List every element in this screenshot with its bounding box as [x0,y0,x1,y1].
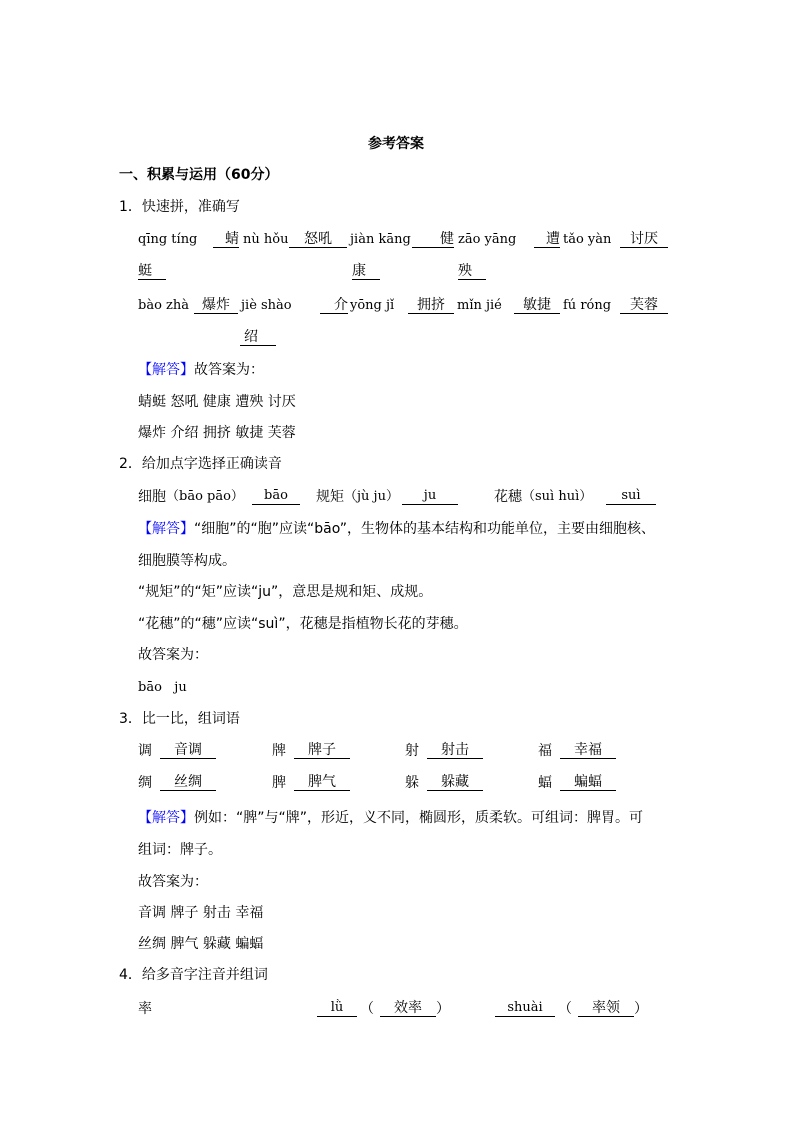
q1-answer-line-1: 蜻蜓 怒吼 健康 遭殃 讨厌 [138,394,296,410]
question-2-heading: 2．给加点字选择正确读音 [119,456,282,472]
pinyin: jiè shào [241,298,292,313]
pinyin: nù hǒu [243,232,289,247]
q2-word: 花穗 [494,489,522,505]
q2-final-answer: bāo ju [138,680,187,695]
answer-blank: 蜻 [213,231,239,248]
answer-blank: 射击 [427,742,483,759]
pinyin: yōng jǐ [350,298,395,313]
answer-blank: 芙蓉 [620,297,668,314]
q2-solution-line-1 [138,521,655,537]
word-blank: 效率 [380,1000,436,1017]
q3-char: 射 [405,743,419,759]
q1-answer-line-2: 爆炸 介绍 拥挤 敏捷 芙蓉 [138,425,296,441]
q3-char: 躲 [405,775,419,791]
q3-char: 脾 [272,775,286,791]
pinyin: zāo yāng [458,232,517,247]
paren-open: （ [558,1001,572,1017]
q3-char: 牌 [272,743,286,759]
q1-solution [138,362,264,378]
jieda-tag: 【解答】 [138,521,194,537]
pinyin: bào zhà [138,298,190,313]
answer-blank: 怒吼 [289,231,347,248]
answer-blank: 蝙蝠 [560,774,616,791]
q4-char: 率 [138,1001,152,1017]
pinyin: fú róng [563,298,612,313]
q2-word: 规矩 [316,489,344,505]
answer-blank: 健 [412,231,454,248]
paren-open: （ [360,1001,374,1017]
pinyin: tǎo yàn [563,232,612,247]
q3-final-line-1: 音调 牌子 射击 幸福 [138,905,264,921]
answer-blank: 牌子 [294,742,350,759]
page-title: 参考答案 [368,136,424,152]
q3-char: 绸 [138,775,152,791]
answer-blank: 介 [320,297,348,314]
q2-conclusion: 故答案为： [138,647,208,663]
q2-word: 细胞 [138,489,166,505]
word-blank: 率领 [578,1000,634,1017]
answer-blank: 脾气 [294,774,350,791]
q3-char: 蝠 [538,775,552,791]
jieda-tag: 【解答】 [138,362,194,378]
answer-blank: 丝绸 [160,774,216,791]
question-4-heading: 4．给多音字注音并组词 [119,967,268,983]
pinyin-blank: shuài [495,1000,555,1017]
answer-blank: 拥挤 [408,297,454,314]
pinyin: jiàn kāng [350,232,411,247]
q2-options: （bāo pāo） [166,489,244,504]
pinyin-blank: lǜ [317,1000,357,1017]
answer-blank: 绍 [240,329,276,346]
answer-blank: 殃 [458,263,486,280]
q2-explanation-2: “规矩”的“矩”应读“ju”，意思是规和矩、成规。 [138,584,433,600]
paren-close: ） [634,1001,648,1017]
q2-options: （jù ju） [344,489,399,504]
q2-solution-line-2: 细胞膜等构成。 [138,553,236,569]
answer-blank: 爆炸 [194,297,238,314]
answer-blank: 蜓 [138,263,166,280]
answer-blank: 讨厌 [620,231,668,248]
q3-solution-line-1 [138,810,643,826]
answer-blank: 遭 [534,231,560,248]
explanation-text: “细胞”的“胞”应读“bāo”，生物体的基本结构和功能单位，主要由细胞核、 [194,521,656,537]
answer-blank: 躲藏 [427,774,483,791]
answer-blank: 康 [352,263,380,280]
question-1-heading: 1．快速拼，准确写 [119,199,240,215]
pinyin: mǐn jié [457,298,502,313]
pinyin: qīng tíng [138,232,198,247]
q2-options: （suì huì） [522,489,593,504]
q3-final-line-2: 丝绸 脾气 躲藏 蝙蝠 [138,936,264,952]
answer-blank: suì [606,488,656,505]
answer-blank: bāo [252,488,300,505]
q3-char: 调 [138,743,152,759]
answer-blank: 幸福 [560,742,616,759]
q3-conclusion: 故答案为： [138,874,208,890]
jieda-tag: 【解答】 [138,810,194,826]
explanation-text: 例如：“脾”与“牌”，形近，义不同，椭圆形，质柔软。可组词：脾胃。可 [194,810,644,826]
q3-char: 福 [538,743,552,759]
answer-blank: 敏捷 [514,297,560,314]
q3-solution-line-2: 组词：牌子。 [138,842,222,858]
section-heading: 一、积累与运用（60分） [119,167,279,183]
q2-explanation-3: “花穗”的“穗”应读“suì”，花穗是指植物长花的芽穗。 [138,616,468,632]
answer-blank: ju [402,488,458,505]
paren-close: ） [436,1001,450,1017]
answer-blank: 音调 [160,742,216,759]
question-3-heading: 3．比一比，组词语 [119,711,240,727]
solution-text: 故答案为： [194,362,264,378]
